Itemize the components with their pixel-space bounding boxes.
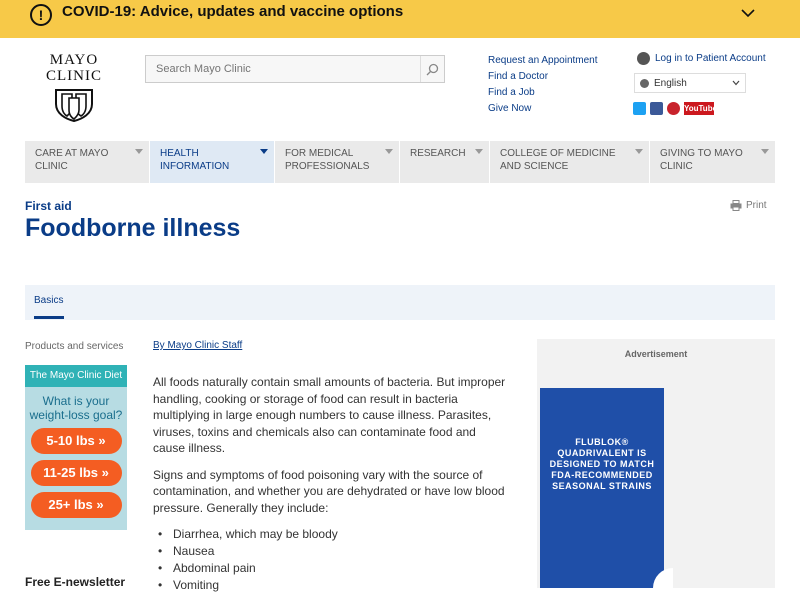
dropdown-arrow-icon (385, 149, 393, 154)
give-now-link[interactable]: Give Now (488, 103, 532, 114)
list-item: • Nausea (153, 543, 508, 560)
ad-text: FLUBLOK® QUADRIVALENT IS DESIGNED TO MATCH FDA-RECOMMENDED SEASONAL STRAINS (549, 437, 655, 491)
globe-icon (639, 78, 650, 89)
dropdown-arrow-icon (761, 149, 769, 154)
user-icon (637, 52, 650, 65)
byline-link[interactable]: By Mayo Clinic Staff (153, 340, 243, 351)
ad-label: Advertisement (624, 349, 688, 359)
list-item: • Abdominal pain (153, 560, 508, 577)
article-paragraph: Signs and symptoms of food poisoning vary with the source of contamination, and whether you are dehydrated or have low blood pressure. Generally they include: (153, 467, 505, 515)
search-box (145, 55, 445, 83)
alert-circle-icon: ! (30, 4, 52, 26)
print-button[interactable]: Print (730, 200, 767, 211)
search-input[interactable] (146, 56, 421, 82)
dropdown-arrow-icon (135, 149, 143, 154)
tab-basics[interactable]: Basics (34, 295, 64, 306)
goal-25-plus-button[interactable]: 25+ lbs » (31, 492, 122, 518)
search-icon (426, 63, 439, 76)
youtube-icon[interactable]: YouTube (684, 104, 718, 113)
printer-icon (730, 200, 742, 211)
nav-health-information[interactable]: HEALTH INFORMATION (150, 141, 275, 183)
twitter-icon[interactable] (633, 102, 646, 115)
diet-promo (25, 365, 127, 530)
dropdown-arrow-icon (475, 149, 483, 154)
newsletter-heading: Free E-newsletter (25, 575, 126, 589)
language-select[interactable]: English (634, 73, 746, 93)
chevron-down-icon[interactable] (740, 5, 756, 21)
advertisement (537, 339, 775, 588)
mayo-clinic-logo[interactable]: MAYO CLINIC (42, 52, 106, 122)
page-kicker[interactable]: First aid (25, 199, 72, 213)
goal-5-10-button[interactable]: 5-10 lbs » (31, 428, 122, 454)
banner-text: COVID-19: Advice, updates and vaccine options (62, 3, 404, 20)
nav-for-medical-professionals[interactable]: FOR MEDICAL PROFESSIONALS (275, 141, 400, 183)
covid-banner[interactable] (0, 0, 800, 38)
find-job-link[interactable]: Find a Job (488, 87, 535, 98)
quick-links (488, 53, 598, 117)
nav-college-of-medicine[interactable]: COLLEGE OF MEDICINE AND SCIENCE (490, 141, 650, 183)
patient-login-link[interactable]: Log in to Patient Account (637, 52, 766, 65)
social-links (633, 102, 718, 115)
pinterest-icon[interactable] (667, 102, 680, 115)
ad-decoration (653, 568, 673, 608)
diet-promo-title: The Mayo Clinic Diet (25, 365, 127, 387)
nav-research[interactable]: RESEARCH (400, 141, 490, 183)
dropdown-arrow-icon (635, 149, 643, 154)
symptom-list (153, 526, 508, 594)
search-button[interactable] (420, 56, 444, 82)
products-services-label: Products and services (25, 341, 124, 352)
diet-promo-question: What is your weight-loss goal? (29, 394, 123, 422)
nav-care-at-mayo-clinic[interactable]: CARE AT MAYO CLINIC (25, 141, 150, 183)
ad-banner[interactable] (540, 388, 664, 588)
goal-11-25-button[interactable]: 11-25 lbs » (31, 460, 122, 486)
three-shields-icon (42, 86, 106, 122)
main-nav (25, 141, 775, 183)
active-tab-indicator (34, 316, 64, 319)
article-body (153, 374, 508, 594)
nav-giving-to-mayo-clinic[interactable]: GIVING TO MAYO CLINIC (650, 141, 775, 183)
find-doctor-link[interactable]: Find a Doctor (488, 71, 549, 82)
dropdown-arrow-icon (260, 149, 268, 154)
list-item: • Vomiting (153, 577, 508, 594)
article-paragraph: All foods naturally contain small amounts of bacteria. But improper handling, cooking or storage of food can result in bacteria multiplying in large enough numbers to cause illness. Parasites, viruses, toxins and chemicals also can contaminate food and cause illness. (153, 375, 506, 455)
request-appointment-link[interactable]: Request an Appointment (488, 55, 598, 66)
list-item: • Diarrhea, which may be bloody (153, 526, 508, 543)
content-tabs (25, 285, 775, 320)
chevron-down-icon (731, 78, 741, 88)
page-title: Foodborne illness (25, 214, 241, 242)
facebook-icon[interactable] (650, 102, 663, 115)
